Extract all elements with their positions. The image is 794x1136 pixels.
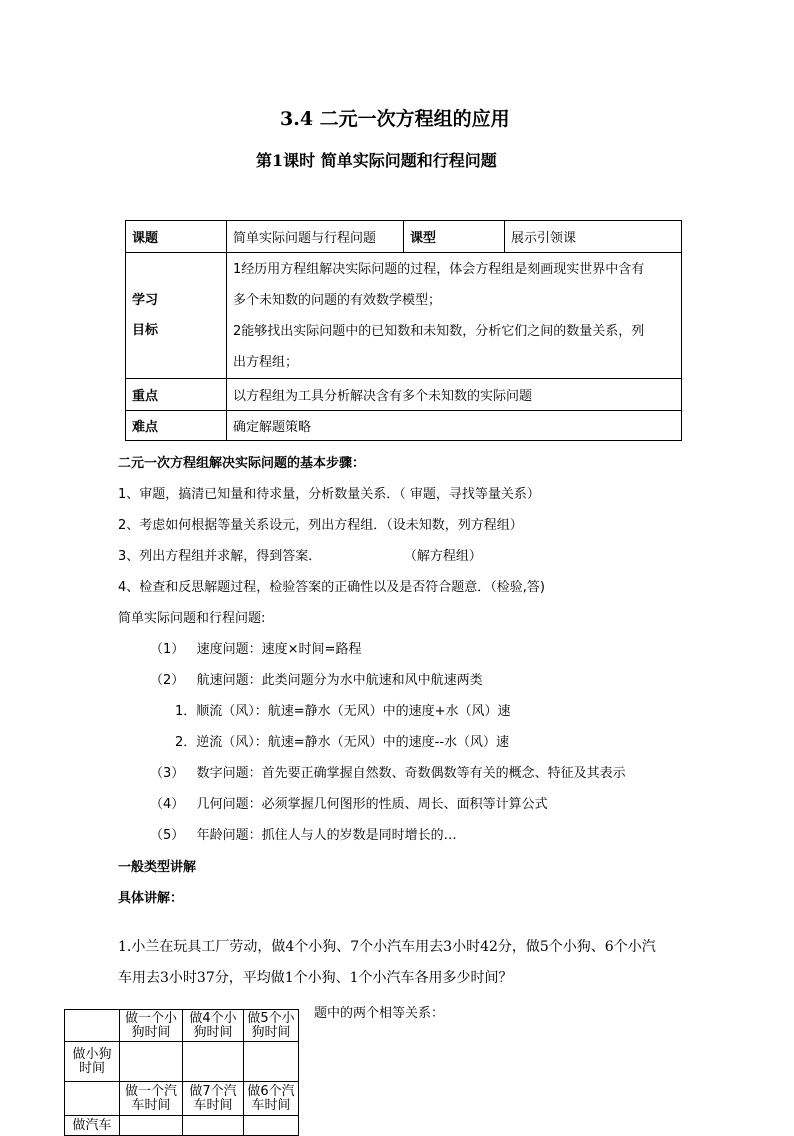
grid-cell: [244, 1116, 299, 1136]
grid-header-line: 车时间: [251, 1097, 291, 1113]
grid-header-line: 做7个汽: [189, 1083, 237, 1099]
grid-row-label-line: 做小狗: [72, 1046, 112, 1062]
step-item: 3、列出方程组并求解，得到答案． （解方程组）: [118, 549, 482, 564]
type-label: 课型: [404, 221, 505, 253]
key-label: 重点: [126, 379, 227, 411]
grid-corner-cell: [65, 1010, 120, 1042]
grid-cell: [120, 1042, 183, 1082]
grid-header-cell: [120, 1082, 183, 1116]
grid-header-line: 狗时间: [251, 1024, 291, 1040]
grid-row-label-line: 做汽车: [72, 1117, 112, 1133]
type-sub-item: 2．逆流（风）：航速=静水（无风）中的速度--水（风）速: [175, 735, 510, 750]
grid-cell: [183, 1116, 244, 1136]
analysis-grid: [64, 1009, 299, 1136]
type-sub-item: 1．顺流（风）：航速=静水（无风）中的速度+水（风）速: [175, 704, 511, 719]
step-item: 2、考虑如何根据等量关系设元，列出方程组．（设未知数，列方程组）: [118, 518, 523, 533]
grid-header-line: 做一个小: [124, 1010, 177, 1026]
problem-line: 1.小兰在玩具工厂劳动，做4个小狗、7个小汽车用去3小时42分，做5个小狗、6个小汽: [118, 939, 656, 955]
grid-header-line: 车时间: [131, 1097, 171, 1113]
types-heading: 简单实际问题和行程问题:: [118, 611, 266, 626]
general-heading: 一般类型讲解: [118, 860, 197, 875]
problem-line: 车用去3小时37分，平均做1个小狗、1个小汽车各用多少时间？: [118, 970, 513, 986]
difficulty-value: 确定解题策略: [227, 411, 682, 441]
grid-cell: [183, 1042, 244, 1082]
difficulty-label: 难点: [126, 411, 227, 441]
step-item: 1、审题，搞清已知量和待求量，分析数量关系．（ 审题，寻找等量关系）: [118, 487, 540, 502]
grid-header-line: 做一个汽: [124, 1083, 177, 1099]
grid-cell: [120, 1116, 183, 1136]
goal-line: 多个未知数的问题的有效数学模型；: [233, 292, 442, 308]
grid-header-line: 做4个小: [189, 1010, 237, 1026]
grid-header-line: 做5个小: [247, 1010, 295, 1026]
type-item: （3） 数字问题：首先要正确掌握自然数、奇数偶数等有关的概念、特征及其表示: [150, 766, 626, 781]
grid-header-cell: [183, 1010, 244, 1042]
grid-header-line: 车时间: [193, 1097, 233, 1113]
topic-label: 课题: [126, 221, 227, 253]
type-item: （5） 年龄问题：抓住人与人的岁数是同时增长的…: [150, 828, 457, 843]
grid-header-cell: [244, 1010, 299, 1042]
grid-cell: [244, 1042, 299, 1082]
key-value: 以方程组为工具分析解决含有多个未知数的实际问题: [227, 379, 682, 411]
goal-label: [126, 253, 227, 379]
goal-line: 出方程组；: [233, 354, 299, 370]
goal-line: 1经历用方程组解决实际问题的过程，体会方程组是刻画现实世界中含有: [233, 261, 645, 277]
grid-header-line: 狗时间: [131, 1024, 171, 1040]
type-item: （2） 航速问题：此类问题分为水中航速和风中航速两类: [150, 673, 483, 688]
goal-value: [227, 253, 682, 379]
type-item: （4） 几何问题：必须掌握几何图形的性质、周长、面积等计算公式: [150, 797, 548, 812]
type-value: 展示引领课: [505, 221, 682, 253]
goal-line: 2能够找出实际问题中的已知数和未知数，分析它们之间的数量关系，列: [233, 323, 645, 339]
grid-header-cell: [183, 1082, 244, 1116]
goal-label-line-1: 学习: [132, 292, 159, 308]
grid-header-cell: [120, 1010, 183, 1042]
grid-header-line: 做6个汽: [247, 1083, 295, 1099]
lesson-info-table: [125, 220, 682, 441]
grid-header-cell: [244, 1082, 299, 1116]
grid-row-label-line: 时间: [78, 1060, 105, 1076]
detail-heading: 具体讲解：: [118, 891, 184, 906]
steps-heading: 二元一次方程组解决实际问题的基本步骤：: [118, 456, 366, 471]
grid-row-label: [65, 1042, 120, 1082]
relation-text: 题中的两个相等关系：: [314, 1006, 445, 1021]
goal-label-line-2: 目标: [132, 322, 159, 338]
page-title: 3.4 二元一次方程组的应用: [280, 108, 510, 130]
type-item: （1） 速度问题：速度×时间=路程: [150, 642, 362, 657]
grid-row-label: [65, 1116, 120, 1136]
step-item: 4、检查和反思解题过程，检验答案的正确性以及是否符合题意．（检验,答): [118, 580, 545, 595]
page-subtitle: 第1课时 简单实际问题和行程问题: [256, 151, 497, 170]
topic-value: 简单实际问题与行程问题: [227, 221, 404, 253]
grid-cell: [65, 1082, 120, 1116]
grid-header-line: 狗时间: [193, 1024, 233, 1040]
